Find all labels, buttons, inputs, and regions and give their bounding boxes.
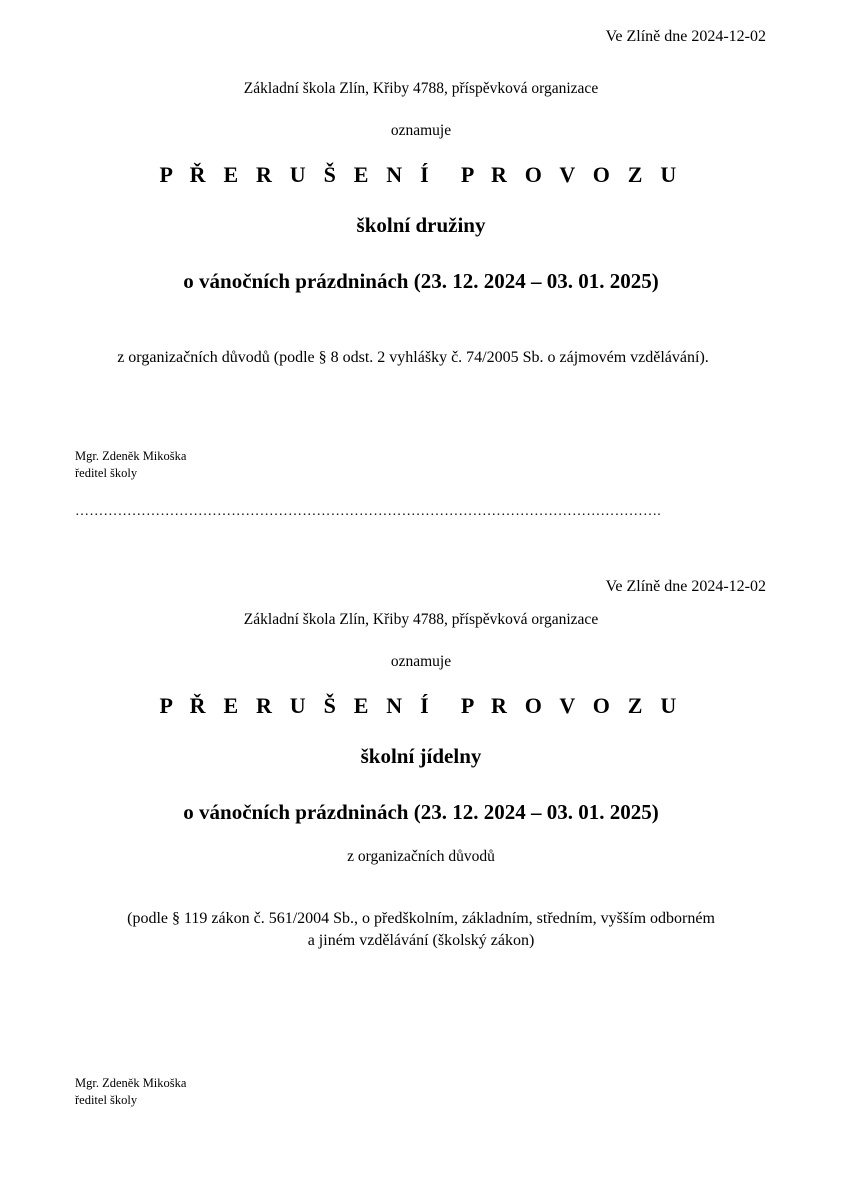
announces-text: oznamuje bbox=[390, 122, 452, 139]
headline-word-operation: P R O V O Z U bbox=[460, 693, 683, 718]
closure-period: o vánočních prázdninách (23. 12. 2024 – 03. 01. 2025) bbox=[183, 800, 659, 824]
subject-title: školní jídelny bbox=[360, 744, 482, 768]
headline bbox=[0, 693, 842, 719]
dotted-separator: ……………………………………………………………………………………………………………. bbox=[75, 504, 661, 519]
date-line: Ve Zlíně dne 2024-12-02 bbox=[605, 578, 766, 595]
signature-title: ředitel školy bbox=[75, 466, 138, 480]
signature-block bbox=[75, 1075, 186, 1109]
headline-word-interruption: P Ř E R U Š E N Í bbox=[159, 693, 435, 718]
subject-title: školní družiny bbox=[356, 213, 486, 237]
legal-reference-line1: (podle § 119 zákon č. 561/2004 Sb., o předškolním, základním, středním, vyšším odborném bbox=[127, 910, 715, 927]
signature-block bbox=[75, 448, 186, 482]
headline bbox=[0, 162, 842, 188]
reason-text: z organizačních důvodů (podle § 8 odst. 2 vyhlášky č. 74/2005 Sb. o zájmovém vzdělávání). bbox=[117, 349, 709, 366]
signature-title: ředitel školy bbox=[75, 1093, 138, 1107]
announces-text: oznamuje bbox=[390, 653, 452, 670]
signature-name: Mgr. Zdeněk Mikoška bbox=[75, 1076, 187, 1090]
headline-word-operation: P R O V O Z U bbox=[460, 162, 683, 187]
closure-period: o vánočních prázdninách (23. 12. 2024 – 03. 01. 2025) bbox=[183, 269, 659, 293]
organization-name: Základní škola Zlín, Křiby 4788, příspěvková organizace bbox=[243, 80, 599, 97]
signature-name: Mgr. Zdeněk Mikoška bbox=[75, 449, 187, 463]
reason-text: z organizačních důvodů bbox=[347, 848, 495, 865]
date-line: Ve Zlíně dne 2024-12-02 bbox=[605, 28, 766, 45]
headline-word-interruption: P Ř E R U Š E N Í bbox=[159, 162, 435, 187]
organization-name: Základní škola Zlín, Křiby 4788, příspěvková organizace bbox=[243, 611, 599, 628]
legal-reference-line2: a jiném vzdělávání (školský zákon) bbox=[307, 932, 535, 949]
